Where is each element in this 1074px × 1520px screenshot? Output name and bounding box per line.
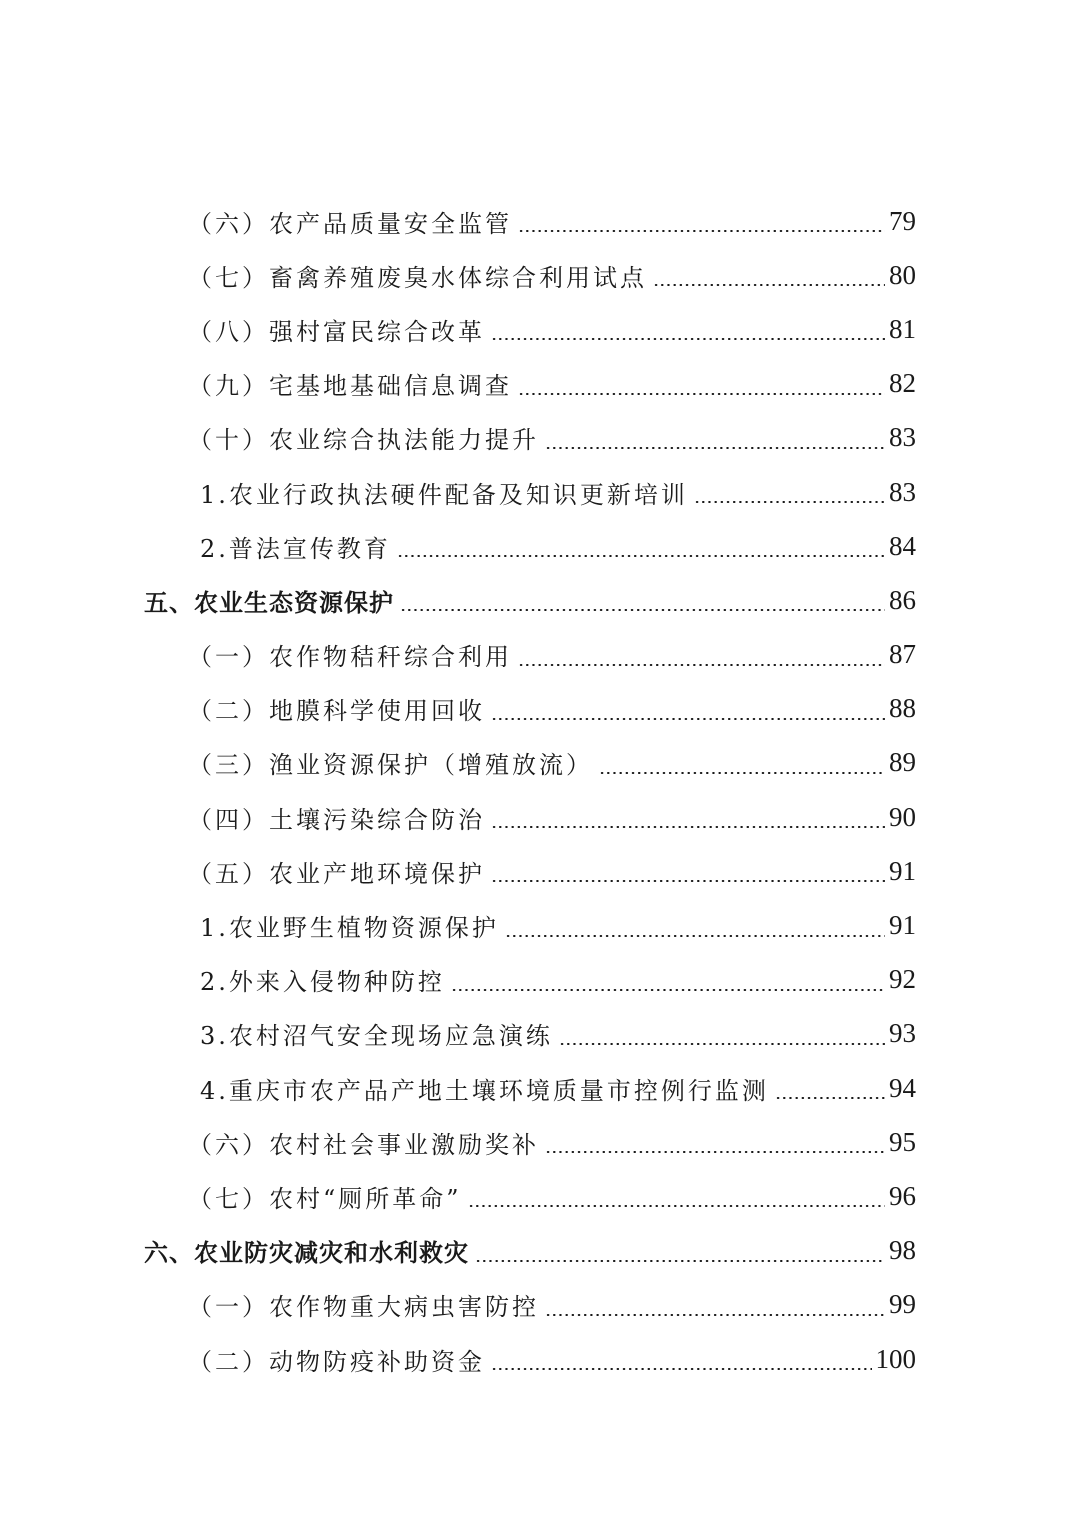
toc-page-number: 89 [889, 747, 916, 778]
toc-entry[interactable] [0, 682, 1074, 736]
toc-page-number: 100 [875, 1343, 916, 1374]
toc-page-number: 87 [889, 639, 916, 670]
toc-page-number: 83 [889, 476, 916, 507]
toc-page-number: 84 [889, 530, 916, 561]
dot-leader [518, 393, 885, 395]
toc-entry-title: （二）地膜科学使用回收 [188, 697, 485, 726]
toc-page-number: 86 [889, 584, 916, 615]
toc-entry-title: （一）农作物秸秆综合利用 [188, 643, 512, 672]
toc-section-heading[interactable] [0, 1224, 1074, 1278]
toc-entry-title: （十）农业综合执法能力提升 [188, 426, 539, 455]
dot-leader [545, 1151, 885, 1153]
toc-entry[interactable] [0, 357, 1074, 411]
toc-entry-title: 2.普法宣传教育 [200, 534, 391, 563]
dot-leader [468, 1205, 885, 1207]
toc-entry[interactable] [0, 1115, 1074, 1169]
toc-page-number: 82 [889, 368, 916, 399]
toc-page-number: 92 [889, 964, 916, 995]
toc-page-number: 93 [889, 1018, 916, 1049]
dot-leader [559, 1043, 885, 1045]
dot-leader [397, 555, 885, 557]
toc-entry[interactable] [0, 302, 1074, 356]
toc-entry-title: 六、农业防灾减灾和水利救灾 [144, 1238, 469, 1268]
dot-leader [491, 826, 885, 828]
toc-entry-title: 五、农业生态资源保护 [144, 587, 394, 617]
toc-entry-title: （二）动物防疫补助资金 [188, 1347, 485, 1376]
toc-page-number: 83 [889, 422, 916, 453]
dot-leader [491, 718, 885, 720]
dot-leader [545, 1314, 885, 1316]
dot-leader [653, 284, 885, 286]
toc-entry-title: （八）强村富民综合改革 [188, 317, 485, 346]
toc-entry[interactable] [0, 1169, 1074, 1223]
toc-entry[interactable] [0, 790, 1074, 844]
toc-page-number: 91 [889, 910, 916, 941]
toc-entry[interactable] [0, 628, 1074, 682]
dot-leader [505, 935, 885, 937]
toc-page-number: 96 [889, 1180, 916, 1211]
toc-page-number: 79 [889, 205, 916, 236]
toc-page-number: 88 [889, 693, 916, 724]
toc-entry[interactable] [0, 411, 1074, 465]
toc-subentry[interactable] [0, 1061, 1074, 1115]
toc-entry-title: （四）土壤污染综合防治 [188, 805, 485, 834]
dot-leader [694, 501, 885, 503]
toc-subentry[interactable] [0, 465, 1074, 519]
toc-page-number: 91 [889, 855, 916, 886]
toc-entry-title: （一）农作物重大病虫害防控 [188, 1293, 539, 1322]
toc-entry[interactable] [0, 1278, 1074, 1332]
toc-entry[interactable] [0, 194, 1074, 248]
toc-entry-title: （七）农村“厕所革命” [188, 1184, 462, 1213]
dot-leader [491, 338, 885, 340]
toc-page-number: 94 [889, 1072, 916, 1103]
toc-page-number: 99 [889, 1289, 916, 1320]
toc-subentry[interactable] [0, 519, 1074, 573]
toc-entry-title: （六）农产品质量安全监管 [188, 209, 512, 238]
toc-entry-title: 3.农村沼气安全现场应急演练 [200, 1022, 553, 1051]
toc-subentry[interactable] [0, 953, 1074, 1007]
toc-page-number: 90 [889, 801, 916, 832]
toc-entry[interactable] [0, 736, 1074, 790]
toc-subentry[interactable] [0, 1007, 1074, 1061]
toc-section-heading[interactable] [0, 573, 1074, 627]
toc-entry-title: （六）农村社会事业激励奖补 [188, 1130, 539, 1159]
toc-page-number: 95 [889, 1126, 916, 1157]
toc-page-number: 98 [889, 1235, 916, 1266]
dot-leader [491, 1368, 872, 1370]
toc-entry-title: （七）畜禽养殖废臭水体综合利用试点 [188, 263, 647, 292]
dot-leader [451, 989, 885, 991]
toc-entry-title: （九）宅基地基础信息调查 [188, 372, 512, 401]
dot-leader [545, 447, 885, 449]
toc-page-number: 81 [889, 313, 916, 344]
dot-leader [400, 609, 885, 611]
dot-leader [491, 880, 885, 882]
dot-leader [518, 230, 885, 232]
toc-entry-title: （五）农业产地环境保护 [188, 859, 485, 888]
toc-entry-title: 1.农业野生植物资源保护 [200, 914, 499, 943]
toc-entry-title: 4.重庆市农产品产地土壤环境质量市控例行监测 [200, 1076, 769, 1105]
toc-page-number: 80 [889, 259, 916, 290]
dot-leader [599, 772, 885, 774]
toc-entry-title: 1.农业行政执法硬件配备及知识更新培训 [200, 480, 688, 509]
toc-entry-title: 2.外来入侵物种防控 [200, 968, 445, 997]
toc-entry[interactable] [0, 1332, 1074, 1386]
toc-entry[interactable] [0, 844, 1074, 898]
table-of-contents [0, 194, 1074, 1386]
toc-entry[interactable] [0, 248, 1074, 302]
dot-leader [518, 664, 885, 666]
toc-entry-title: （三）渔业资源保护（增殖放流） [188, 751, 593, 780]
dot-leader [475, 1260, 885, 1262]
toc-subentry[interactable] [0, 898, 1074, 952]
dot-leader [775, 1097, 885, 1099]
